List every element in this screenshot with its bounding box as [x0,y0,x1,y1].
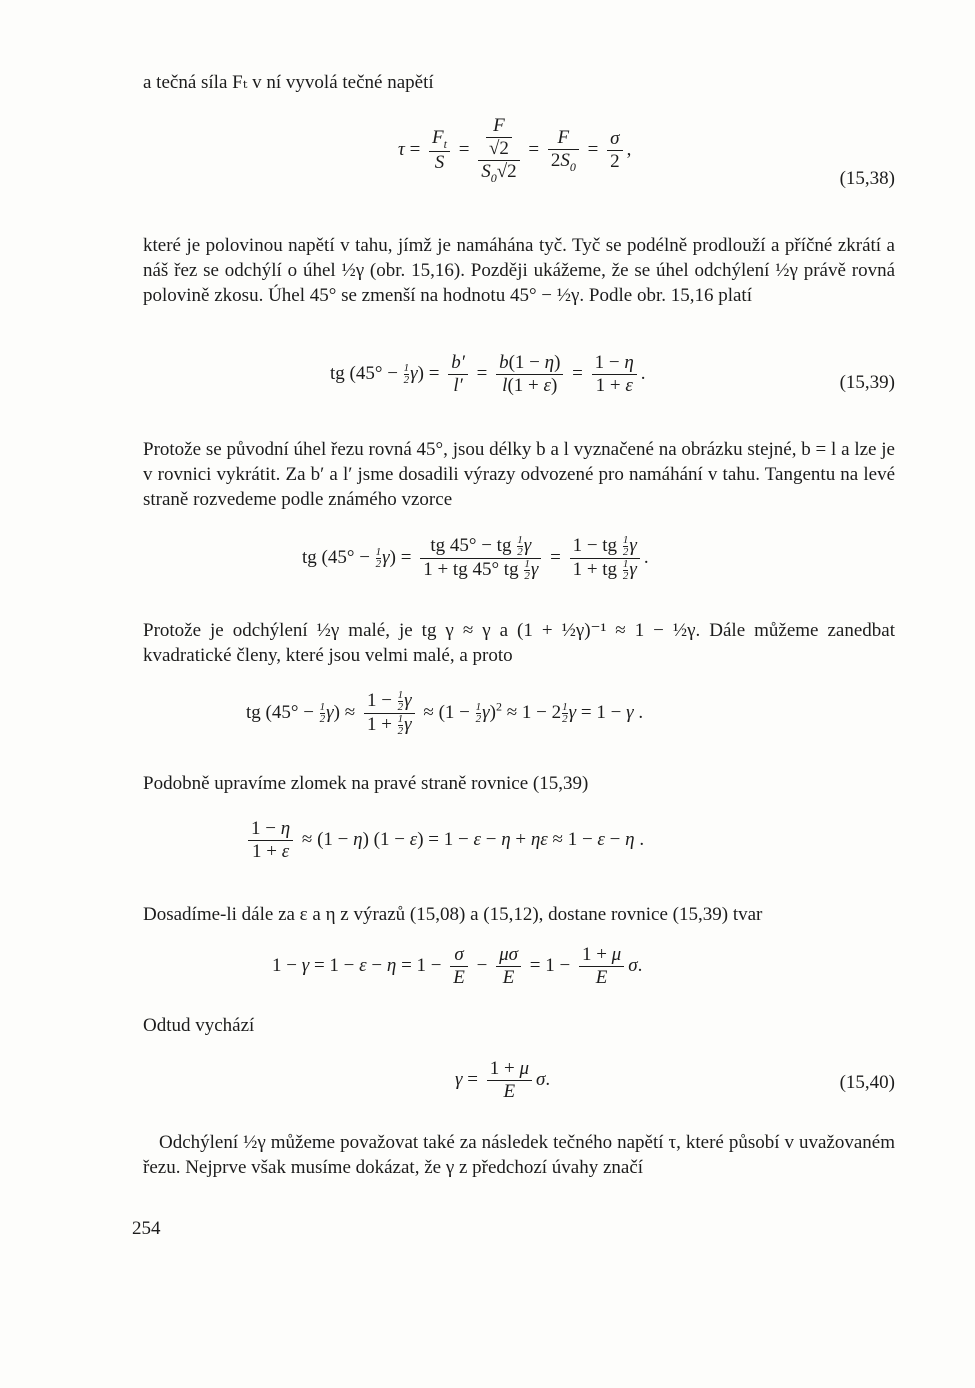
page-number: 254 [132,1218,161,1239]
equation-tangent-expansion: tg (45° − $\frac{1}{2}$ γ) = tg 45° − tg $\frac{1}{2}$ γ 1 + tg 45° tg $\frac{1}{2}$ γ = 1 − tg $\frac{1}{2}$ γ 1 + tg $\frac{1}{2}$ γ . [302,534,649,583]
paragraph-6: Dosadíme-li dále za ε a η z výrazů (15,08) a (15,12), dostane rovnice (15,39) tvar [143,904,763,925]
paragraph-2: které je polovinou napětí v tahu, jímž je namáhána tyč. Tyč se podélně prodlouží a příčné zkrátí a náš řez se odchýlí o úhel ½γ (obr. 15,16). Později ukážeme, že se úhel odchýlení ½γ právě rovná polovině zkosu. Úhel 45° se zmenší na hodnotu 45° − ½γ. Podle obr. 15,16 platí [143,235,895,306]
equation-number-15-39: (15,39) [839,372,895,393]
equation-15-38: τ = $\frac{F_t}{S}$ = $\frac{\frac{F}{√2}}{S_0√2}$ = $\frac{F}{2S_0}$ = $\frac{\sigma}{2}$ , [398,115,632,185]
equation-approximation: tg (45° − $\frac{1}{2}$ γ) ≈ 1 − $\frac{1}{2}$ γ 1 + $\frac{1}{2}$ γ ≈ (1 − $\frac{1}{2}$ γ)$^2$ ≈ 1 − 2 $\frac{1}{2}$ γ = 1 − γ . [246,689,644,738]
paragraph-7: Odtud vychází [143,1015,255,1036]
paragraph-3: Protože se původní úhel řezu rovná 45°, jsou délky b a l vyznačené na obrázku stejné, b = l a lze je v rovnici vykrátit. Za b′ a l′ jsme dosadili výrazy odvozené pro namáhání v tahu. Tangentu na levé straně rozvedeme podle známého vzorce [143,439,895,510]
paragraph-8: Odchýlení ½γ můžeme považovat také za následek tečného napětí τ, které působí v uvažovaném řezu. Nejprve však musíme dokázat, že γ z předchozí úvahy značí [143,1132,895,1178]
equation-number-15-38: (15,38) [839,168,895,189]
paragraph-1: a tečná síla Fₜ v ní vyvolá tečné napětí [143,72,434,93]
equation-substitution: 1 − γ = 1 − ε − η = 1 − $\frac{\sigma}{E}$ − $\frac{\mu\sigma}{E}$ = 1 − $\frac{1 + \mu}{E}$ σ. [272,944,643,988]
paragraph-4: Protože je odchýlení ½γ malé, je tg γ ≈ γ a (1 + ½γ)⁻¹ ≈ 1 − ½γ. Dále můžeme zanedbat kvadratické členy, které jsou velmi malé, a proto [143,620,895,666]
paragraph-5: Podobně upravíme zlomek na pravé straně rovnice (15,39) [143,773,589,794]
equation-15-39: tg (45° − $\frac{1}{2}$ γ) = $\frac{b'}{l'}$ = $\frac{b(1 - \eta)}{l(1 + \varepsilon)}$ = $\frac{1 - \eta}{1 + \varepsilon}$ . [330,352,646,396]
equation-fraction-right-side: $\frac{1 - \eta}{1 + \varepsilon}$ ≈ (1 − η) (1 − ε) = 1 − ε − η + ηε ≈ 1 − ε − η . [244,818,644,863]
equation-number-15-40: (15,40) [839,1072,895,1093]
equation-15-40: γ = $\frac{1 + \mu}{E}$ σ. [455,1058,551,1102]
